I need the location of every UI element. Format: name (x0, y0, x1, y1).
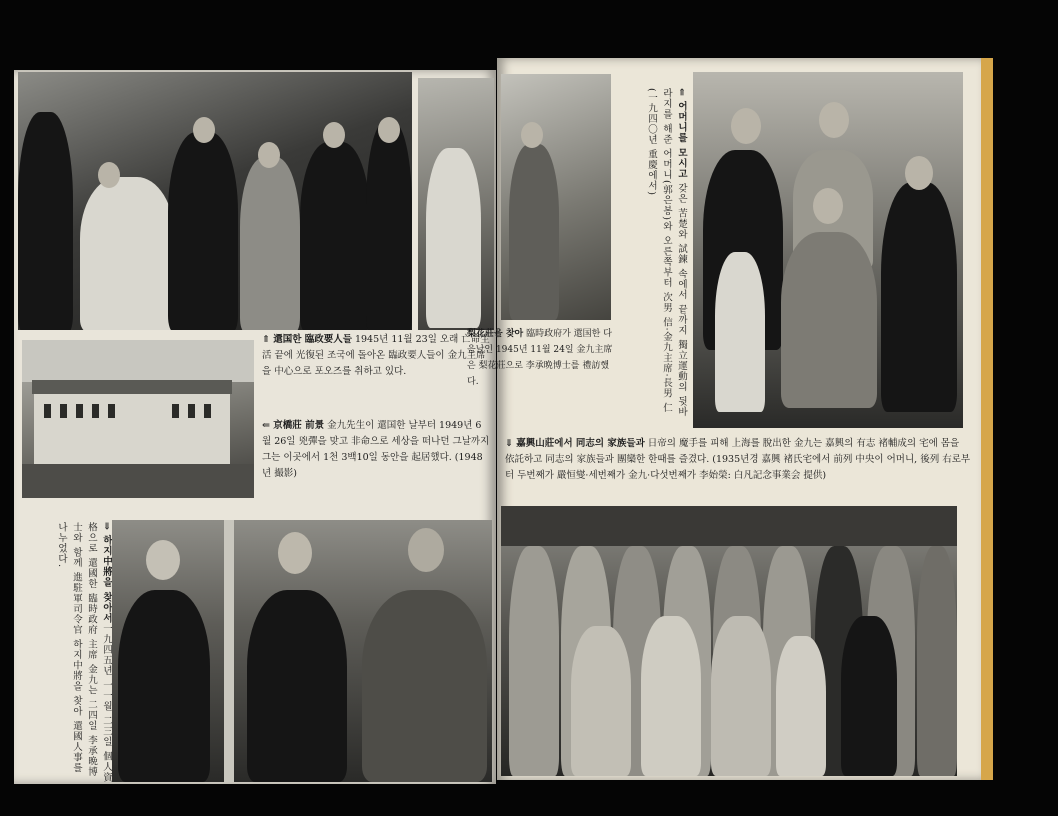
right-page (467, 58, 993, 780)
caption-returning-leaders-body: 1945년 11월 23일 오래 亡命生活 끝에 光復된 조국에 돌아온 臨政要人들이 金九主席을 中心으로 포오즈를 취하고 있다. (262, 334, 490, 377)
caption-gyeonggyojang-body: 金九先生이 還国한 날부터 1949년 6월 26일 兇彈을 맞고 非命으로 세상을 떠나던 그날까지 그는 이곳에서 1천 3백10일 동안을 起居했다. (1948년 撮影) (262, 420, 490, 479)
caption-jiaxing-title: ⇓ 嘉興山莊에서 同志의 家族들과 (505, 438, 645, 449)
caption-returning-leaders-title: ⇑ 還国한 臨政要人들 (262, 334, 352, 345)
caption-mother-title: ⇐ 어머니를 모시고 (676, 88, 687, 180)
caption-lihua-title: 梨花莊을 찾아 (467, 329, 524, 339)
photo-kim-gu-with-mother-and-sons (693, 72, 963, 428)
photo-gyeonggyojang-building (22, 340, 254, 498)
caption-hodge-title: ⇒ 하지中將을 찾아서 (101, 522, 112, 624)
photo-meeting-general-hodge (112, 520, 492, 782)
caption-gyeonggyojang (262, 418, 490, 482)
caption-jiaxing-body: 日帝의 魔手를 피해 上海를 脫出한 金九는 嘉興의 有志 褚輔成의 宅에 몸을 依託하고 同志의 家族들과 團欒한 한때를 즐겼다. (1935년경 嘉興 褚氏宅에서 前列 中央이 어머니, 後列 右로부터 두번째가 嚴恒燮·세번째가 金九·다섯번째가 李始榮: 白凡記念事業会 提供) (505, 438, 971, 481)
caption-gyeonggyojang-title: ⇐ 京橋莊 前景 (262, 420, 325, 431)
caption-lihua-body: 臨時政府가 還国한 다음날인 1945년 11월 24일 金九主席은 梨花莊으로 李承晩博士를 禮訪했다. (467, 329, 613, 387)
caption-hodge-body: 一九四五년 一一월 二三일 個人資格으로 還國한 臨時政府 主席 金九는 二四일 李承晩博士와 함께 進駐軍司令官 하지中將을 찾아 還國人事를 나누었다. (56, 522, 112, 783)
caption-jiaxing-mountain-villa (505, 436, 971, 484)
photo-provisional-government-leaders (18, 72, 412, 330)
caption-returning-leaders (262, 332, 490, 380)
caption-lihua-villa (467, 326, 617, 390)
caption-with-mother (617, 88, 689, 418)
caption-mother-body: 갖은 苦楚와 試鍊 속에서 끝까지 獨立運動의 뒷바라지를 해준 어머니(郭은봉)와 오른쪽부터 次男 信·金九主席·長男 仁(一九四〇년 重慶에서) (646, 88, 687, 418)
left-page (14, 70, 496, 784)
photo-lihua-villa (501, 74, 611, 320)
caption-hodge-visit (24, 522, 114, 784)
photo-lihua-visit-partial (418, 78, 494, 330)
photo-jiaxing-group-with-families (501, 506, 957, 776)
